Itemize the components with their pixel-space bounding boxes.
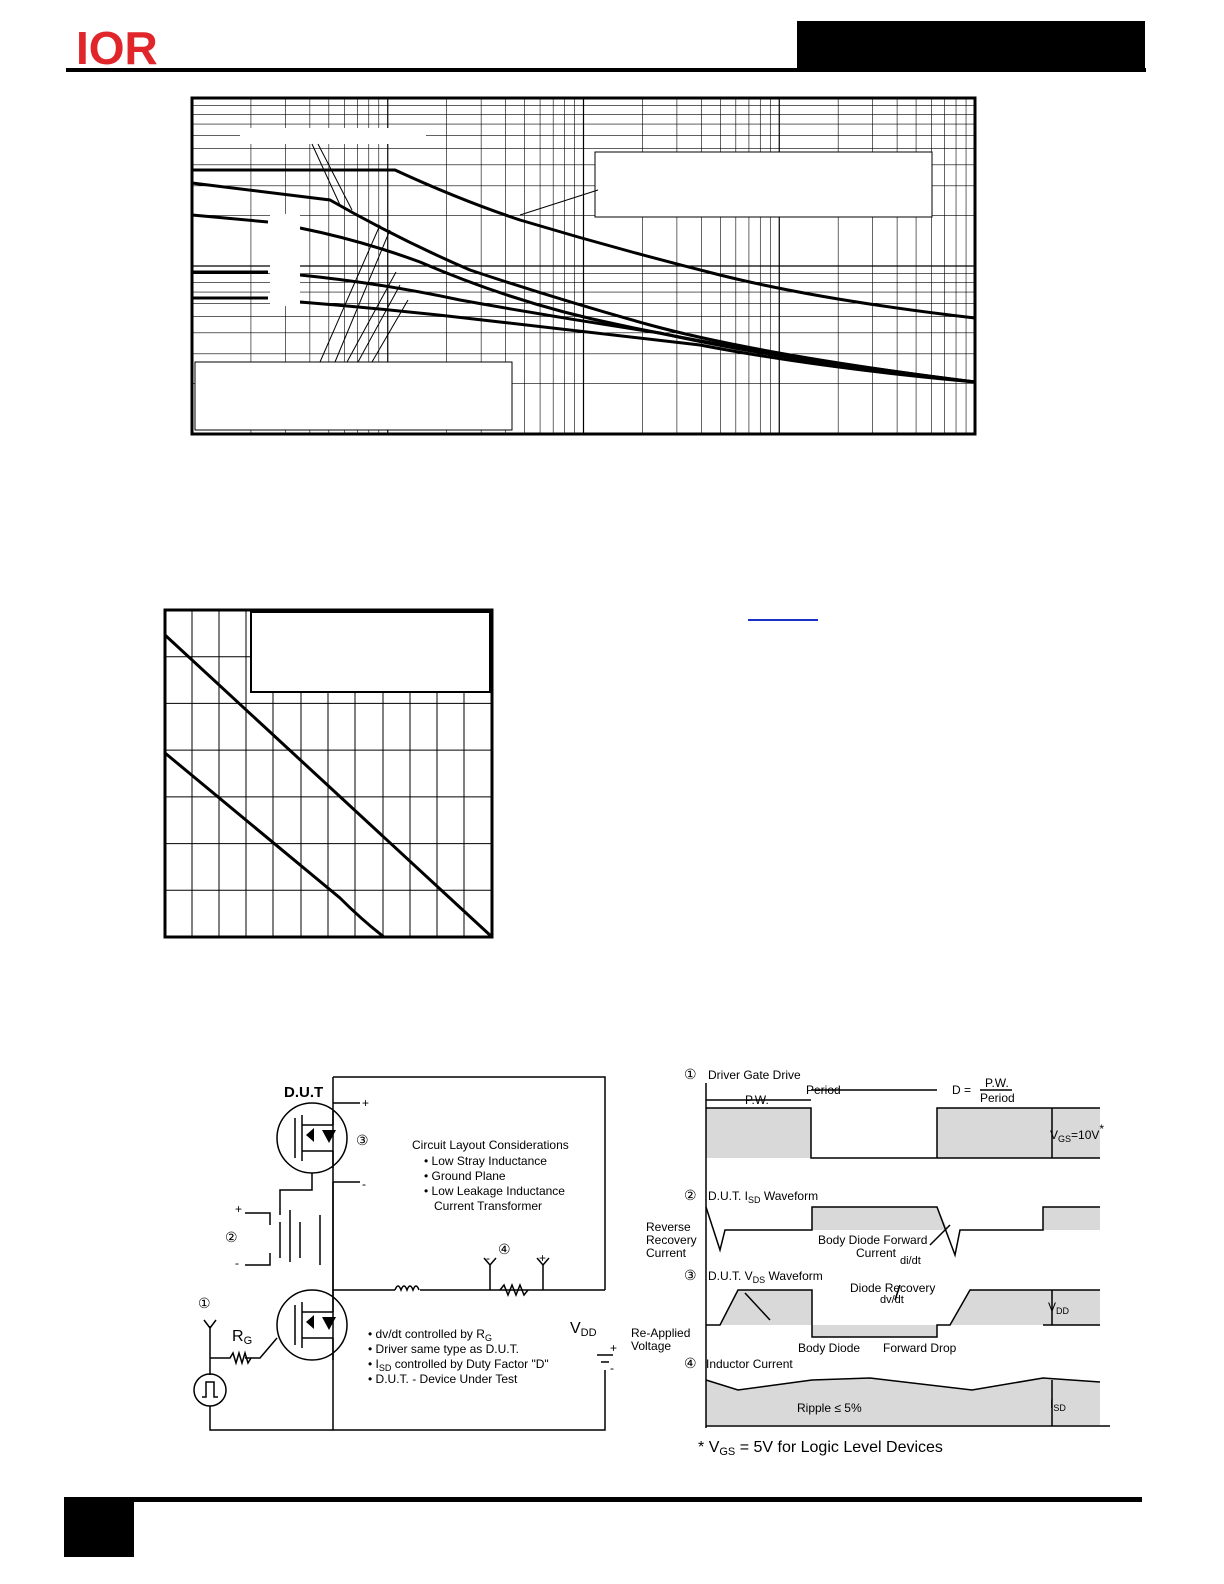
wave-1-title: Driver Gate Drive — [708, 1068, 801, 1082]
footnote: * VGS = 5V for Logic Level Devices — [698, 1439, 943, 1458]
dut-label: D.U.T — [284, 1084, 324, 1101]
marker-3-circuit: ③ — [356, 1132, 369, 1148]
wave-2-title: D.U.T. $I_{SD}$ Waveform — [708, 1189, 819, 1205]
rg-label: RG — [232, 1328, 253, 1347]
dvdt-label: dv/dt — [880, 1294, 904, 1306]
minus-sign-ct: - — [235, 1256, 239, 1270]
body-diode-drop-a: Body Diode — [798, 1341, 861, 1355]
plus-sign-probe: + — [539, 1251, 547, 1265]
note-4: • D.U.T. - Device Under Test — [368, 1372, 518, 1386]
body-diode-drop-b: Forward Drop — [883, 1341, 957, 1355]
didt-label: di/dt — [900, 1255, 921, 1267]
wave-3-title: D.U.T. $V_{DS}$ Waveform — [708, 1269, 823, 1285]
layout-item-2: • Ground Plane — [424, 1169, 506, 1183]
body-diode-forward: Body Diode Forward — [818, 1233, 928, 1247]
plus-sign-vdd: + — [610, 1341, 618, 1355]
minus-sign-probe: - — [486, 1251, 490, 1265]
vgs-label: $V_{GS}=10V*$ — [1050, 1122, 1105, 1144]
layout-item-3: • Low Leakage Inductance — [424, 1184, 565, 1198]
footer-page-box — [64, 1497, 134, 1557]
footer-rule — [66, 1497, 1142, 1502]
period-label: Period — [806, 1083, 841, 1097]
duty-eq: D = — [952, 1083, 972, 1097]
minus-sign-vdd: - — [610, 1361, 614, 1375]
marker-3-wave: ③ — [684, 1267, 697, 1283]
duty-numerator: P.W. — [985, 1076, 1009, 1090]
duty-denominator: Period — [980, 1091, 1015, 1105]
plus-sign-upper: + — [362, 1096, 370, 1110]
isd-label: $I_{SD}$ — [1050, 1397, 1066, 1413]
marker-2-wave: ② — [684, 1187, 697, 1203]
marker-1-circuit: ① — [198, 1295, 211, 1311]
layout-item-4: Current Transformer — [434, 1199, 543, 1213]
note-1: • dv/dt controlled by $R_G$ — [368, 1327, 492, 1343]
reverse-recovery-1: Reverse — [646, 1220, 691, 1234]
note-2: • Driver same type as D.U.T. — [368, 1342, 519, 1356]
vdd-label: VDD — [570, 1320, 597, 1339]
marker-4-circuit: ④ — [498, 1241, 511, 1257]
logo-text: IOR — [76, 24, 158, 68]
pw-label: P.W. — [745, 1093, 769, 1107]
layout-title: Circuit Layout Considerations — [412, 1138, 569, 1152]
plus-sign-ct: + — [235, 1202, 243, 1216]
marker-4-wave: ④ — [684, 1355, 697, 1371]
layout-item-1: • Low Stray Inductance — [424, 1154, 547, 1168]
current-label: Current — [856, 1246, 897, 1260]
minus-sign-upper: - — [362, 1177, 366, 1191]
ripple-label: Ripple ≤ 5% — [797, 1401, 862, 1415]
note-3: • $I_{SD}$ controlled by Duty Factor "D" — [368, 1357, 549, 1373]
diode-recovery: Diode Recovery — [850, 1281, 936, 1295]
reverse-recovery-2: Recovery — [646, 1233, 697, 1247]
marker-1-wave: ① — [684, 1066, 697, 1082]
wave-4-title: Inductor Current — [706, 1357, 793, 1371]
marker-2-circuit: ② — [225, 1229, 238, 1245]
reapplied-2: Voltage — [631, 1339, 672, 1353]
vdd-wave-label: $V_{DD}$ — [1048, 1300, 1070, 1316]
reverse-recovery-3: Current — [646, 1246, 687, 1260]
reapplied-1: Re-Applied — [631, 1326, 691, 1340]
